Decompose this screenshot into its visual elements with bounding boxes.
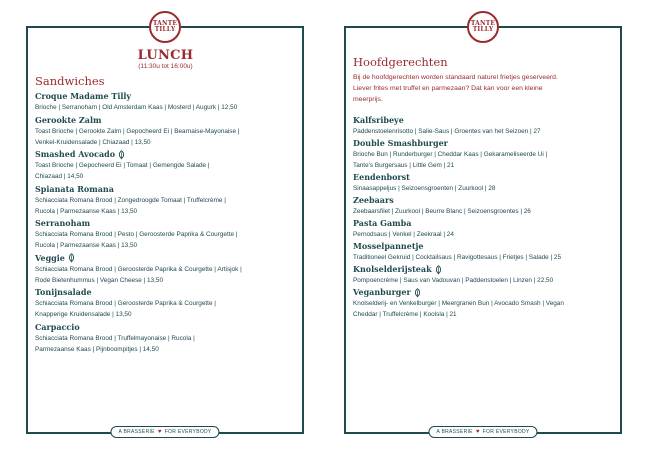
dish-description: Schiacciata Romana Brood | Pesto | Geroosterde Paprika & Courgette | <box>35 231 238 238</box>
footer-text-left: A BRASSERIE <box>118 429 155 435</box>
dish-description: Schiacciata Romana Brood | Zongedroogde Tomaat | Truffelcrème | <box>35 196 226 204</box>
section-heading-hoofdgerechten: Hoofdgerechten <box>353 55 448 69</box>
menu-item <box>353 195 614 217</box>
dish-name <box>353 115 614 126</box>
menu-item <box>35 91 296 113</box>
dish-description: Toast Brioche | Gepocheerd Ei | Tomaat | Gemengde Salade | <box>35 162 210 169</box>
footer-tagline <box>428 426 537 438</box>
leaf-icon <box>68 253 75 263</box>
dish-name-text: Gerookte Zalm <box>35 114 102 125</box>
dish-description: Cheddar | Truffelcrème | Koolsla | 21 <box>353 311 457 318</box>
intro-line: Bij de hoofdgerechten worden standaard naturel frietjes geserveerd. <box>353 74 558 81</box>
dish-description: Knolselderij- en Venkelburger | Meergranen Bun | Avocado Smash | Vegan <box>353 300 564 307</box>
main-courses-content <box>353 52 614 320</box>
dish-name <box>353 264 614 275</box>
tante-tilly-logo <box>467 11 499 43</box>
lunch-menu-page <box>26 20 304 435</box>
page-title: LUNCH <box>137 48 194 63</box>
dish-description: Toast Brioche | Gerookte Zalm | Gepocheerd Ei | Bearnaise-Mayonaise | <box>35 127 240 135</box>
menu-item <box>353 241 614 263</box>
menu-item <box>353 287 614 320</box>
dish-description: Venkel-Kruidensalade | Chiazaad | 13,50 <box>35 138 151 146</box>
dish-description: Zeebaarsfilet | Zuurkool | Beurre Blanc | Seizoensgroentes | 26 <box>353 208 531 215</box>
dish-description: Pompoencrème | Saus van Vadouvan | Paddenstoelen | Linzen | 22,50 <box>353 277 554 284</box>
dish-name <box>35 287 296 298</box>
dish-name <box>35 218 296 229</box>
lunch-content <box>35 48 296 355</box>
dish-name <box>35 91 296 102</box>
dish-name-text: Pasta Gamba <box>353 218 412 228</box>
heart-icon: ♥ <box>475 429 480 435</box>
dish-description: Knapperige Kruidensalade | 13,50 <box>35 311 132 318</box>
footer-text-left: A BRASSERIE <box>436 429 473 435</box>
dish-description: Brioche | Serranoham | Old Amsterdam Kaas | Mosterd | Augurk | 12,50 <box>35 104 238 111</box>
dish-description: Tante's Burgersaus | Little Gem | 21 <box>353 162 455 169</box>
dish-description: Rode Bietenhummus | Vegan Cheese | 13,50 <box>35 276 164 284</box>
menu-item <box>353 264 614 286</box>
footer-text-right: FOR EVERYBODY <box>164 429 212 435</box>
intro-text <box>353 72 614 105</box>
dish-description: Traditioneel Gekruid | Cocktailsaus | Ravigottesaus | Frietjes | Salade | 25 <box>353 254 562 261</box>
dish-description: Paddenstoelenrisotto | Salie-Saus | Groentes van het Seizoen | 27 <box>353 128 541 135</box>
sandwich-list <box>35 91 296 355</box>
dish-name-text: Serranoham <box>35 218 91 228</box>
dish-description: Parmezaanse Kaas | Pijnboompitjes | 14,50 <box>35 345 159 353</box>
menu-item <box>35 115 296 148</box>
dish-description: Sinaasappeljus | Seizoensgroenten | Zuurkool | 28 <box>353 185 496 192</box>
dish-name <box>353 172 614 183</box>
dish-description: Chiazaad | 14,50 <box>35 173 84 180</box>
dish-name-text: Veganburger <box>353 287 411 297</box>
dish-name-text: Tonijnsalade <box>35 287 92 297</box>
menu-item <box>35 287 296 320</box>
logo-text-bottom: TILLY <box>154 26 176 33</box>
leaf-icon <box>435 265 442 275</box>
dish-name-text: Kalfsribeye <box>353 115 404 125</box>
menu-item <box>353 218 614 240</box>
logo-text-top: TANTE <box>470 20 496 27</box>
dish-name-text: Spianata Romana <box>35 183 114 194</box>
menu-item <box>353 115 614 137</box>
dish-description: Brioche Bun | Runderburger | Cheddar Kaas | Gekarameliseerde Ui | <box>353 151 548 158</box>
menu-item <box>35 253 296 286</box>
heart-icon: ♥ <box>157 429 162 435</box>
intro-line: meerprijs. <box>353 96 383 103</box>
dish-name <box>35 149 296 160</box>
dish-name <box>35 322 296 333</box>
menu-item <box>35 149 296 182</box>
dish-name <box>353 241 614 252</box>
leaf-icon <box>118 150 125 160</box>
dish-description: Schiacciata Romana Brood | Truffelmayonaise | Rucola | <box>35 334 195 342</box>
dish-name-text: Zeebaars <box>353 195 394 205</box>
dish-name-text: Smashed Avocado <box>35 149 116 159</box>
dish-name <box>353 287 614 298</box>
dish-description: Schiacciata Romana Brood | Geroosterde Paprika & Courgette | <box>35 300 216 307</box>
logo-text-bottom: TILLY <box>472 26 494 33</box>
footer-tagline <box>110 426 219 438</box>
dish-name <box>353 195 614 206</box>
main-courses-page <box>344 20 622 435</box>
dish-name <box>35 253 296 264</box>
section-heading-sandwiches: Sandwiches <box>35 74 105 88</box>
menu-item <box>35 322 296 355</box>
dish-name <box>353 138 614 149</box>
dish-description: Schiacciata Romana Brood | Geroosterde Paprika & Courgette | Artisjok | <box>35 265 242 273</box>
menu-item <box>35 218 296 251</box>
footer-text-right: FOR EVERYBODY <box>482 429 530 435</box>
intro-line: Liever frites met truffel en parmezaan? Dat kan voor een kleine <box>353 85 543 92</box>
menu-item <box>35 184 296 217</box>
lunch-hours: (11:30u tot 16:00u) <box>138 63 193 70</box>
dish-name-text: Carpaccio <box>35 321 80 332</box>
dish-name-text: Double Smashburger <box>353 138 448 148</box>
dish-name <box>35 115 296 126</box>
main-course-list <box>353 115 614 320</box>
dish-description: Rucola | Parmezaanse Kaas | 13,50 <box>35 242 138 249</box>
logo-text-top: TANTE <box>152 20 178 27</box>
menu-item <box>353 138 614 171</box>
dish-name <box>353 218 614 229</box>
dish-name-text: Knolselderijsteak <box>353 264 432 274</box>
dish-name-text: Mosselpannetje <box>353 241 424 251</box>
leaf-icon <box>414 288 421 298</box>
dish-name <box>35 184 296 195</box>
tante-tilly-logo <box>149 11 181 43</box>
dish-description: Rucola | Parmezaanse Kaas | 13,50 <box>35 207 138 215</box>
menu-item <box>353 172 614 194</box>
dish-name-text: Croque Madame Tilly <box>35 91 132 101</box>
dish-name-text: Veggie <box>35 252 65 263</box>
dish-name-text: Eendenborst <box>353 172 410 182</box>
dish-description: Pernodsaus | Venkel | Zeekraal | 24 <box>353 231 454 238</box>
